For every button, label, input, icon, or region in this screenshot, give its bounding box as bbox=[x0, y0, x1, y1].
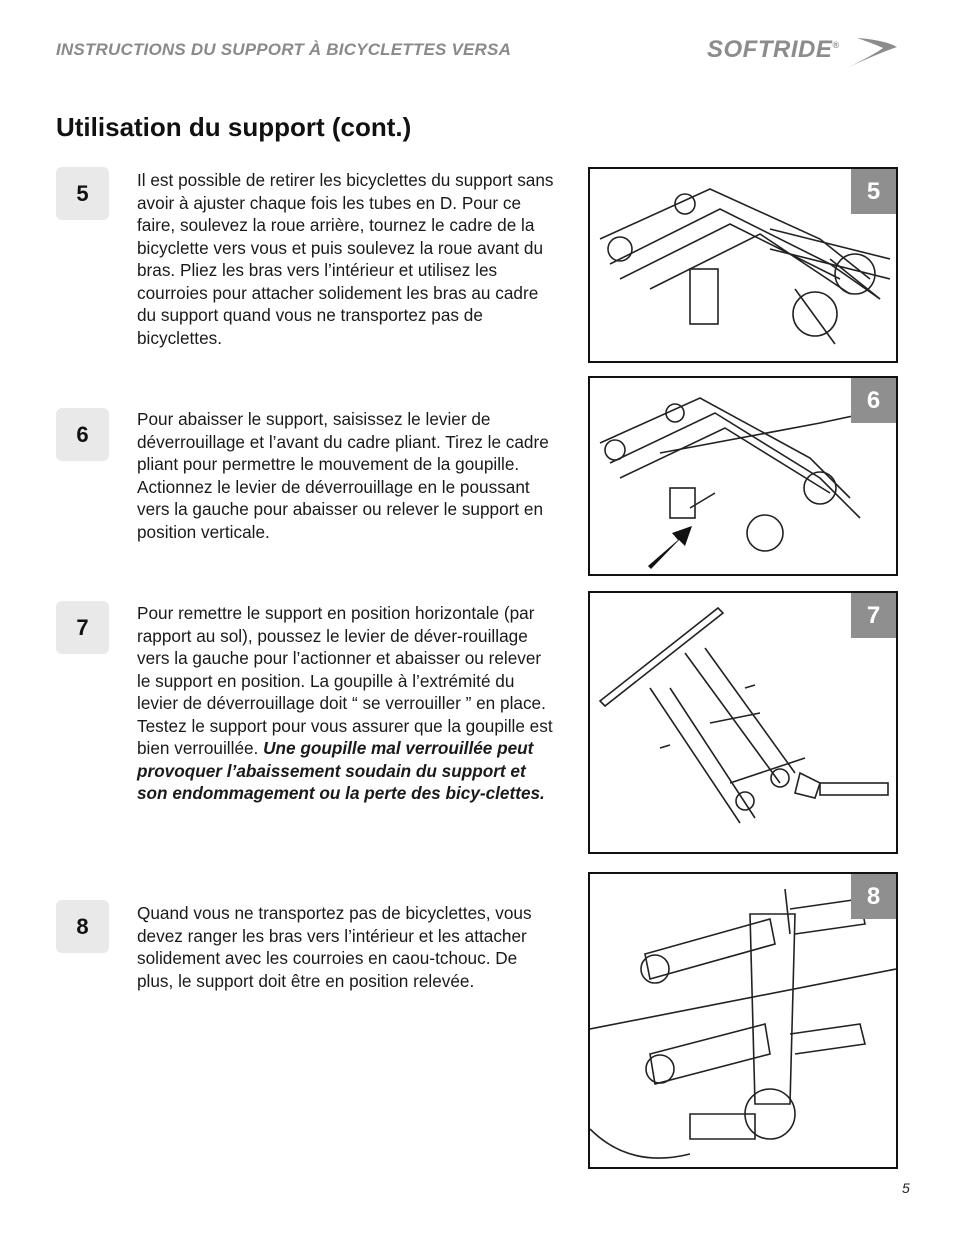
step-number-6: 6 bbox=[56, 408, 109, 461]
softride-logo bbox=[707, 34, 902, 70]
figure-6-rack-illustration bbox=[588, 376, 898, 576]
step-5-text: Il est possible de retirer les bicyclettes du support sans avoir à ajuster chaque fois les tubes en D. Pour ce faire, soulevez la roue arrière, tournez le cadre de la bicyclette vers vous et puis soulevez la roue avant du bras. Pliez les bras vers l’intérieur et utilisez les courroies pour attacher solidement les bras au cadre du support quand vous ne transportez pas de bicyclettes. bbox=[137, 170, 554, 348]
figure-6-label: 6 bbox=[851, 378, 896, 423]
step-number-7: 7 bbox=[56, 601, 109, 654]
document-header-title: INSTRUCTIONS DU SUPPORT À BICYCLETTES VERSA bbox=[56, 40, 512, 59]
figure-8-rack-illustration bbox=[588, 872, 898, 1169]
figure-8-label: 8 bbox=[851, 874, 896, 919]
step-7-text: Pour remettre le support en position horizontale (par rapport au sol), poussez le levier de déver-rouillage vers la gauche pour l’actionner et abaisser ou relever le support en position. La goupille à l’extrémité du levier de déverrouillage doit “ se verrouiller ” en place. Testez le support pour vous assurer que la goupille est bien verrouillée. Une goupille mal verrouillée peut provoquer l’abaissement soudain du support et son endommagement ou la perte des bicy-clettes. bbox=[137, 603, 553, 803]
step-8-text: Quand vous ne transportez pas de bicyclettes, vous devez ranger les bras vers l’intérieur et les attacher solidement avec les courroies en caou-tchouc. De plus, le support doit être en position relevée. bbox=[137, 903, 532, 991]
page-number: 5 bbox=[902, 1180, 910, 1196]
step-number-8: 8 bbox=[56, 900, 109, 953]
step-number-5: 5 bbox=[56, 167, 109, 220]
figure-7-rack-illustration bbox=[588, 591, 898, 854]
figure-7-label: 7 bbox=[851, 593, 896, 638]
step-7-warning: Une goupille mal verrouillée peut provoquer l’abaissement soudain du support et son endommagement ou la perte des bicy-clettes. bbox=[137, 738, 545, 803]
logo-wordmark: SOFTRIDE® bbox=[707, 36, 840, 63]
page-title: Utilisation du support (cont.) bbox=[56, 112, 412, 142]
step-6-text: Pour abaisser le support, saisissez le levier de déverrouillage et l’avant du cadre pliant. Tirez le cadre pliant pour permettre le mouvement de la goupille. Actionnez le levier de déverrouillage en le poussant vers la gauche pour abaisser ou relever le support en position verticale. bbox=[137, 409, 549, 542]
figure-5-label: 5 bbox=[851, 169, 896, 214]
figure-5-rack-illustration bbox=[588, 167, 898, 363]
